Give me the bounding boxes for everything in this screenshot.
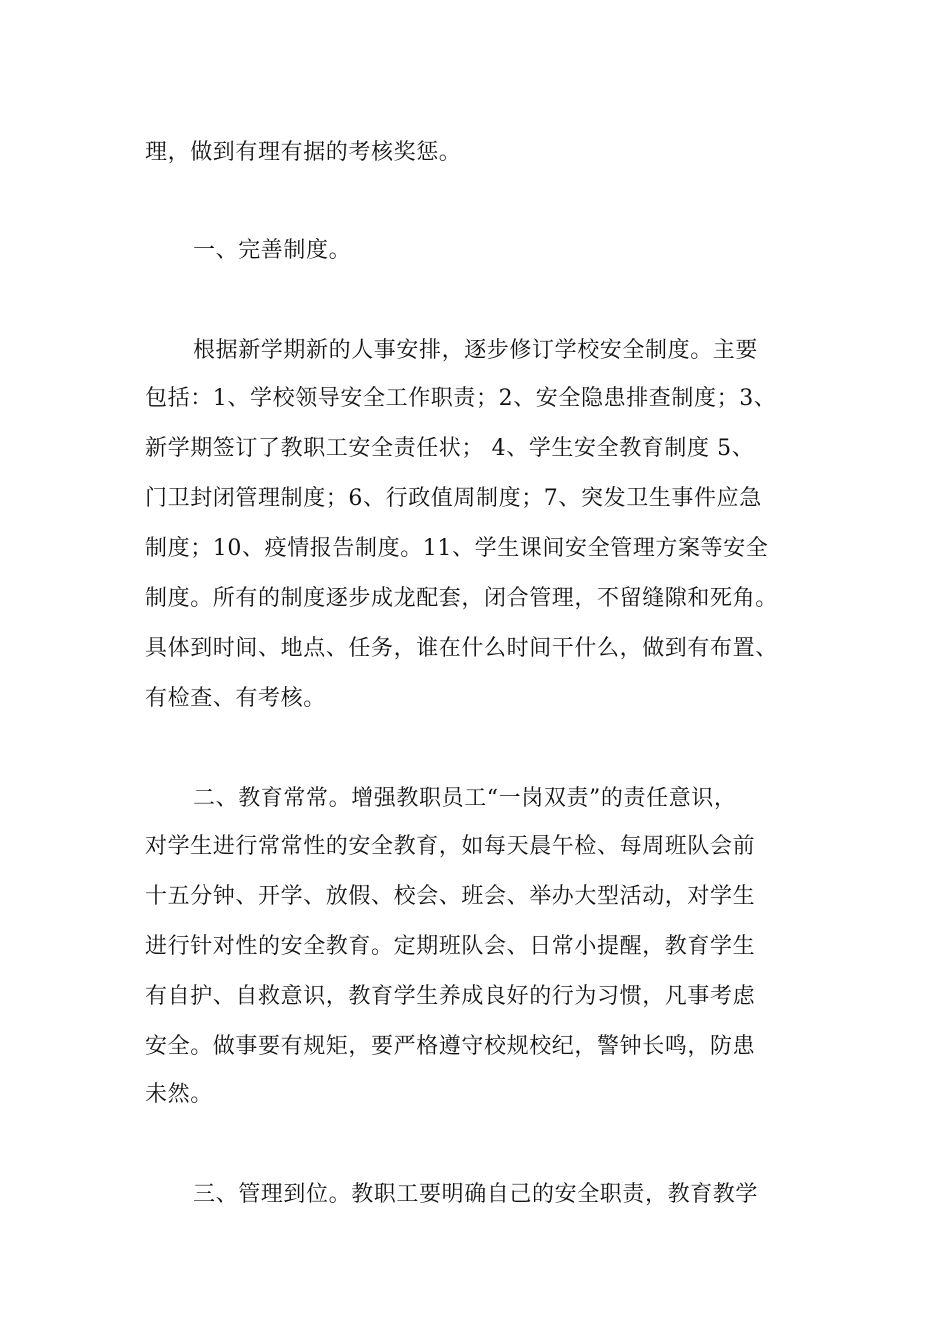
text-line: 三、管理到位。教职工要明确自己的安全职责，教育教学	[193, 1182, 759, 1207]
text-line: 十五分钟、开学、放假、校会、班会、举办大型活动，对学生	[145, 884, 756, 909]
text-line: 新学期签订了教职工安全责任状； 4、学生安全教育制度 5、	[145, 436, 755, 461]
text-line: 理，做到有理有据的考核奖惩。	[145, 140, 462, 165]
text-line: 制度。所有的制度逐步成龙配套，闭合管理，不留缝隙和死角。	[145, 586, 778, 611]
text-line: 门卫封闭管理制度；6、行政值周制度；7、突发卫生事件应急	[145, 486, 762, 511]
section-heading: 一、完善制度。	[193, 238, 352, 263]
text-line: 制度；10、疫情报告制度。11、学生课间安全管理方案等安全	[145, 536, 769, 561]
text-line: 未然。	[145, 1082, 213, 1107]
text-line: 进行针对性的安全教育。定期班队会、日常小提醒，教育学生	[145, 934, 756, 959]
text-line: 根据新学期新的人事安排，逐步修订学校安全制度。主要	[193, 338, 759, 363]
text-line: 安全。做事要有规矩，要严格遵守校规校纪，警钟长鸣，防患	[145, 1034, 756, 1059]
text-line: 包括：1、学校领导安全工作职责；2、安全隐患排查制度；3、	[145, 386, 777, 411]
text-line: 有自护、自救意识，教育学生养成良好的行为习惯，凡事考虑	[145, 984, 756, 1009]
text-line: 具体到时间、地点、任务，谁在什么时间干什么，做到有布置、	[145, 636, 778, 661]
text-line: 对学生进行常常性的安全教育，如每天晨午检、每周班队会前	[145, 834, 756, 859]
text-line: 二、教育常常。增强教职员工“一岗双责”的责任意识，	[193, 786, 737, 811]
text-line: 有检查、有考核。	[145, 686, 326, 711]
